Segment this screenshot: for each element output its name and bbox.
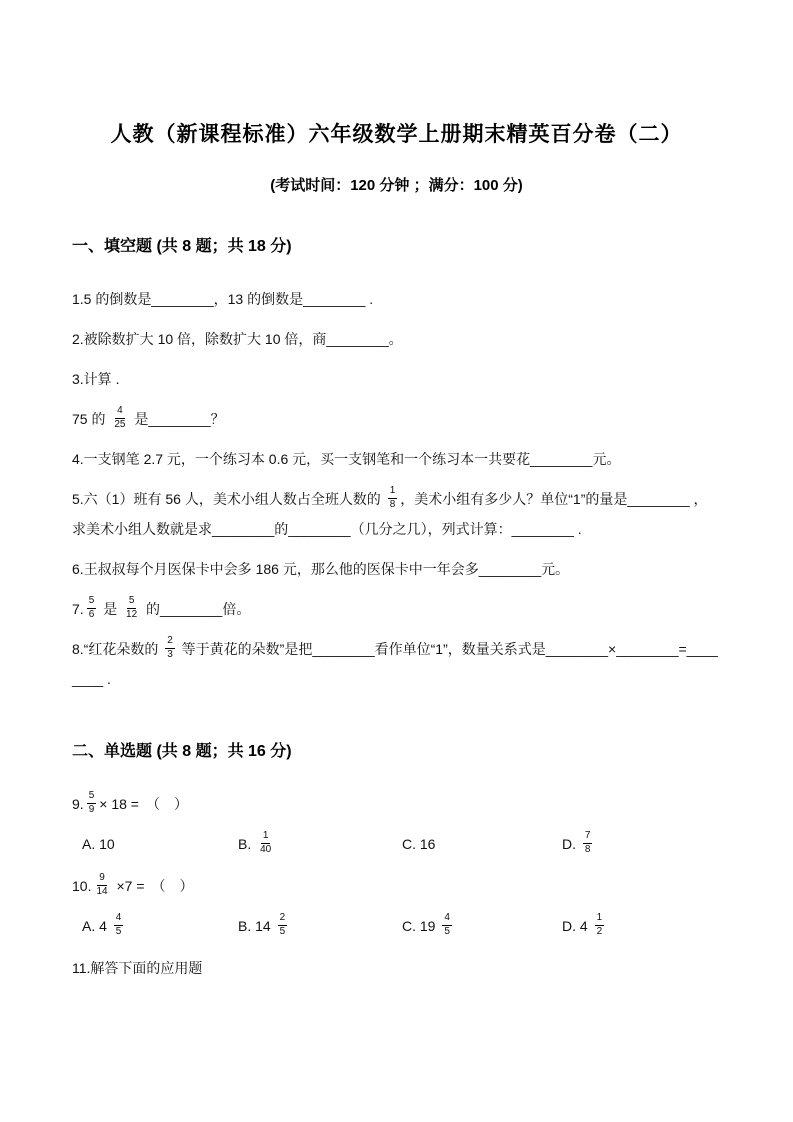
choice-option (238, 829, 402, 859)
choice-option (562, 829, 721, 859)
text-run: B. (238, 836, 256, 852)
fraction-denominator: 3 (167, 648, 173, 660)
fraction-denominator: 5 (279, 925, 286, 937)
fraction-numerator: 1 (261, 830, 271, 844)
fraction-numerator: 7 (583, 830, 593, 844)
fraction-denominator: 8 (389, 498, 396, 510)
fraction-denominator: 25 (114, 418, 126, 430)
text-run: 的________倍。 (142, 601, 251, 617)
fraction (87, 790, 97, 816)
fraction (114, 912, 124, 938)
text-run: 1.5 的倒数是________，13 的倒数是________ . (72, 291, 374, 307)
fraction (94, 872, 109, 898)
question-line (72, 871, 721, 901)
fraction (87, 595, 97, 621)
fraction-denominator: 6 (88, 608, 95, 620)
text-run: 是 (99, 601, 122, 617)
question-line (72, 284, 721, 314)
text-run: B. 14 (238, 918, 275, 934)
fraction-numerator: 5 (87, 790, 97, 804)
fraction-denominator: 9 (88, 803, 95, 815)
section-heading: 一、填空题 (共 8 题；共 18 分) (72, 238, 292, 255)
fraction-numerator: 5 (127, 595, 137, 609)
section-heading: 二、单选题 (共 8 题；共 16 分) (72, 743, 292, 760)
text-run: 是________？ (130, 411, 225, 427)
question-line (72, 789, 721, 819)
question-line (72, 953, 721, 983)
text-run: 7. (72, 601, 84, 617)
text-run: ，美术小组有多少人？单位“1”的量是________ ，求美术小组人数就是求________的________（几分之几），列式计算：________ . (72, 491, 708, 537)
choice-option (402, 911, 562, 941)
text-run: 9. (72, 796, 84, 812)
text-run: 8.“红花朵数的 (72, 641, 163, 657)
fraction-denominator: 5 (444, 925, 450, 937)
question-line (72, 554, 721, 584)
question-line (72, 404, 721, 434)
choice-option (402, 829, 562, 859)
choice-option (238, 911, 402, 941)
fraction (388, 485, 398, 511)
text-run: D. 4 (562, 918, 592, 934)
choice-options-row (72, 829, 721, 859)
text-run: 4.一支钢笔 2.7 元，一个练习本 0.6 元，买一支钢笔和一个练习本一共要花________元。 (72, 451, 621, 467)
text-run: 5.六（1）班有 56 人，美术小组人数占全班人数的 (72, 491, 385, 507)
question-line (72, 634, 721, 694)
fraction-numerator: 1 (595, 912, 605, 926)
text-run: 11.解答下面的应用题 (72, 960, 203, 976)
fraction-numerator: 2 (165, 635, 175, 649)
fraction-numerator: 4 (115, 405, 125, 419)
choice-options-row (72, 911, 721, 941)
text-run: 2.被除数扩大 10 倍，除数扩大 10 倍，商________。 (72, 331, 403, 347)
page-subtitle: (考试时间：120 分钟 ；满分：100 分) (270, 177, 523, 194)
text-run: ×7 = （ ） (112, 878, 194, 894)
fraction-numerator: 4 (442, 912, 452, 926)
fraction-numerator: 4 (114, 912, 124, 926)
question-line (72, 594, 721, 624)
question-line (72, 444, 721, 474)
text-run: 等于黄花的朵数”是把________看作单位“1”，数量关系式是________×________=________ . (72, 641, 718, 687)
section-multiple-choice (72, 738, 721, 983)
fraction-denominator: 14 (96, 885, 108, 897)
fraction (595, 912, 605, 938)
fraction-denominator: 5 (115, 925, 122, 937)
section-fill-in-blanks (72, 233, 721, 694)
text-run: 6.王叔叔每个月医保卡中会多 186 元，那么他的医保卡中一年会多________元。 (72, 561, 570, 577)
text-run: 3.计算 . (72, 371, 120, 387)
question-list (72, 284, 721, 694)
text-run: A. 10 (82, 836, 115, 852)
choice-option (82, 911, 238, 941)
fraction-numerator: 9 (97, 872, 107, 886)
text-run: A. 4 (82, 918, 111, 934)
text-run: 75 的 (72, 411, 110, 427)
page-title: 人教（新课程标准）六年级数学上册期末精英百分卷（二） (110, 123, 683, 146)
fraction-denominator: 12 (126, 608, 138, 620)
fraction-denominator: 8 (584, 843, 591, 855)
fraction-denominator: 40 (260, 843, 272, 855)
fraction-numerator: 5 (87, 595, 97, 609)
text-run: D. (562, 836, 580, 852)
fraction (583, 830, 593, 856)
fraction (124, 595, 139, 621)
fraction (112, 405, 127, 431)
fraction-denominator: 2 (596, 925, 603, 937)
text-run: C. 16 (402, 836, 436, 852)
text-run: × 18 = （ ） (99, 796, 188, 812)
question-list (72, 789, 721, 983)
fraction (278, 912, 288, 938)
fraction-numerator: 1 (388, 485, 398, 499)
text-run: 10. (72, 878, 92, 894)
choice-option (562, 911, 721, 941)
text-run: C. 19 (402, 918, 440, 934)
question-line (72, 324, 721, 354)
question-line (72, 484, 721, 544)
fraction-numerator: 2 (278, 912, 288, 926)
fraction (442, 912, 452, 938)
fraction (258, 830, 273, 856)
fraction (165, 635, 175, 661)
question-line (72, 364, 721, 394)
choice-option (82, 829, 238, 859)
